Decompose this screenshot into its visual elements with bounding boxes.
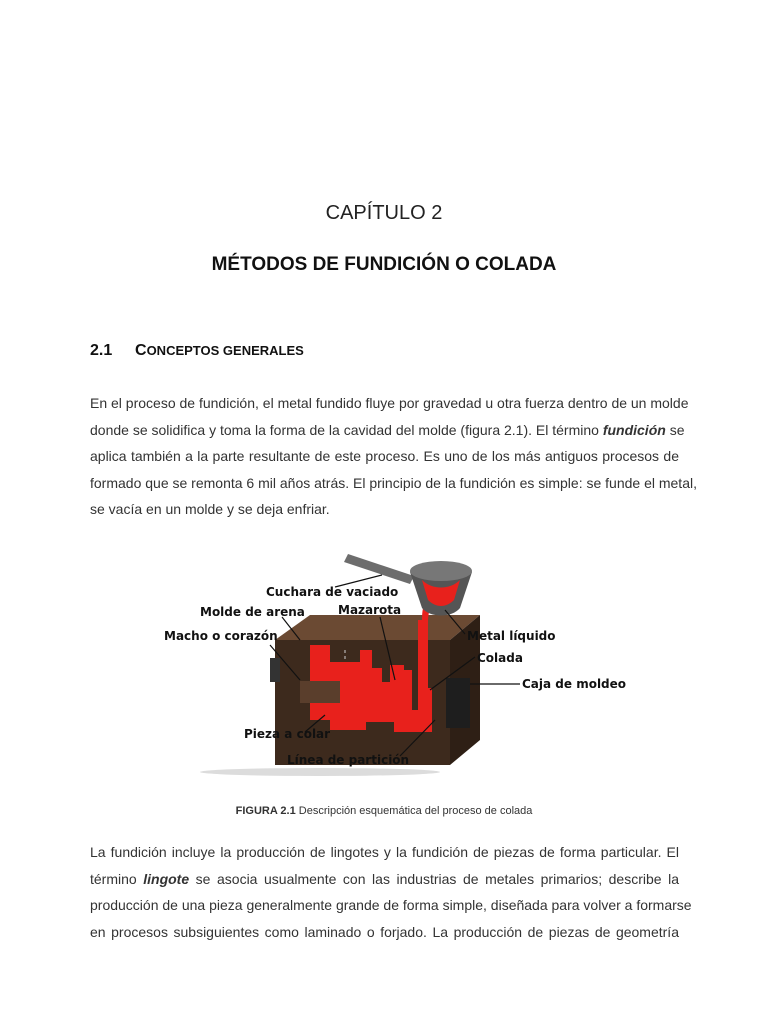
paragraph-2 (90, 839, 692, 945)
label-casting: Pieza a colar (244, 727, 331, 741)
core-body (300, 681, 340, 703)
flask-frame-right (446, 678, 470, 728)
label-sand-mold: Molde de arena (200, 605, 305, 619)
sprue (418, 620, 428, 720)
paragraph-line (90, 866, 679, 893)
section-rest2: ENERALES (233, 343, 304, 358)
emphasis-term: fundición (602, 421, 666, 438)
ladle-handle (344, 554, 414, 584)
casting-diagram (160, 550, 627, 780)
paragraph-line: producción de una pieza generalmente grande de forma simple, diseñada para volver a formarse (90, 897, 692, 913)
emphasis-term: lingote (143, 870, 190, 887)
chapter-heading: CAPÍTULO 2 (325, 202, 443, 224)
ladle-rim (410, 561, 472, 581)
section-rest1: ONCEPTOS (146, 343, 223, 358)
label-sprue: Colada (477, 651, 523, 665)
paragraph-line: En el proceso de fundición, el metal fundido fluye por gravedad u otra fuerza dentro de un molde (90, 395, 689, 411)
flask-frame-left (270, 658, 280, 682)
paragraph-line: aplica también a la parte resultante de este proceso. Es uno de los más antiguos procesos de (90, 448, 679, 464)
label-parting-line: Línea de partición (287, 753, 410, 767)
mold-top-face (275, 615, 480, 640)
text-run: término (90, 870, 144, 887)
paragraph-line: La fundición incluye la producción de lingotes y la fundición de piezas de forma particular. El (90, 844, 679, 860)
paragraph-line: se vacía en un molde y se deja enfriar. (90, 501, 330, 517)
chapter-title: MÉTODOS DE FUNDICIÓN O COLADA (211, 254, 557, 275)
paragraph-line: en procesos subsiguientes como laminado o forjado. La producción de piezas de geometría (90, 923, 679, 940)
caption-label: FIGURA 2.1 (235, 805, 296, 817)
paragraph-1 (90, 390, 697, 523)
section-cap2: G (222, 343, 234, 358)
diagram-shadow (200, 768, 440, 776)
label-riser: Mazarota (338, 603, 402, 617)
paragraph-line (90, 417, 685, 444)
figure-caption (0, 805, 768, 817)
text-run: se (665, 421, 685, 438)
riser (390, 665, 404, 713)
text-run: se asocia usualmente con las industrias de metales primarios; describe la (189, 870, 679, 887)
label-ladle: Cuchara de vaciado (266, 585, 399, 599)
section-number: 2.1 (90, 342, 113, 359)
section-heading (90, 342, 304, 360)
section-cap1: C (135, 342, 147, 359)
caption-text: Descripción esquemática del proceso de colada (295, 805, 533, 817)
text-run: donde se solidifica y toma la forma de la cavidad del molde (figura 2.1). El término (90, 421, 603, 438)
paragraph-line: formado que se remonta 6 mil años atrás. El principio de la fundición es simple: se funde el metal, (90, 474, 697, 491)
label-core: Macho o corazón (164, 629, 278, 643)
label-flask: Caja de moldeo (522, 677, 627, 691)
label-liquid-metal: Metal líquido (467, 629, 556, 643)
